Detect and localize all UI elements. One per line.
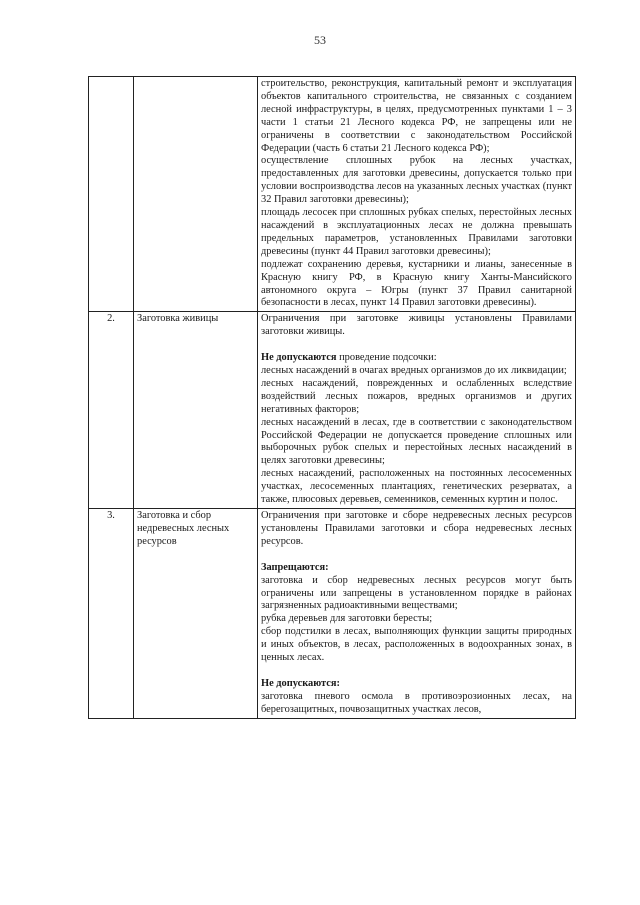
paragraph: Ограничения при заготовке и сборе недревесных лесных ресурсов установлены Правилами заготовки и сбора недревесных лесных ресурсов. — [261, 510, 572, 547]
activity-name-cell — [134, 77, 258, 312]
paragraph: осуществление сплошных рубок на лесных участках, предоставленных для заготовки древесины, допускается только при условии воспроизводства лесов на указанных лесных участках (пункт 32 Правил заготовки древесины); — [261, 155, 572, 206]
row-number-cell — [89, 77, 134, 312]
row-number-cell: 3. — [89, 509, 134, 719]
paragraph: лесных насаждений в очагах вредных организмов до их ликвидации; — [261, 365, 567, 377]
page-number: 53 — [314, 33, 326, 47]
section-heading: Не допускаются: — [261, 677, 340, 689]
paragraph: заготовка пневого осмола в противоэрозионных лесах, на берегозащитных, почвозащитных участках лесов, — [261, 690, 572, 715]
paragraph: площадь лесосек при сплошных рубках спелых, перестойных лесных насаждений в эксплуатационных лесах не должна превышать предельных параметров, установленных Правилами заготовки древесины (пункт 44 Правил заготовки древесины); — [261, 207, 572, 257]
paragraph: лесных насаждений в лесах, где в соответствии с законодательством Российской Федерации не допускается проведение сплошных или выборочных рубок спелых и перестойных лесных насаждений в целях заготовки древесины; — [261, 416, 572, 467]
paragraph-spacer — [261, 549, 572, 562]
table-row — [89, 77, 576, 312]
paragraph: лесных насаждений, расположенных на постоянных лесосеменных участках, лесосеменных плантациях, генетических резерватах, а также, плюсовых деревьев, семенников, семенных куртин и полос. — [261, 468, 572, 506]
paragraph: заготовка и сбор недревесных лесных ресурсов могут быть ограничены или запрещены в установленном порядке в районах загрязненных радиоактивными веществами; — [261, 574, 572, 612]
paragraph-spacer — [261, 665, 572, 678]
paragraph: строительство, реконструкция, капитальный ремонт и эксплуатация объектов капитального строительства, не связанных с созданием лесной инфраструктуры, в целях, предусмотренных пунктами 1 – 3 части 1 статьи 21 Лесного кодекса РФ, не запрещены или не ограничены в соответствии с законодательством Российской Федерации (часть 6 статьи 21 Лесного кодекса РФ); — [261, 78, 572, 154]
restrictions-cell — [258, 509, 576, 719]
lead-bold-text: Не допускаются — [261, 352, 337, 364]
restrictions-cell — [258, 77, 576, 312]
lead-rest-text: проведение подсочки: — [336, 352, 437, 364]
activity-name-cell: Заготовка и сбор недревесных лесных ресурсов — [134, 509, 258, 719]
paragraph: Ограничения при заготовке живицы установлены Правилами заготовки живицы. — [261, 313, 572, 338]
table-row — [89, 509, 576, 719]
paragraph: рубка деревьев для заготовки бересты; — [261, 613, 433, 625]
regulation-table — [88, 76, 576, 719]
restrictions-cell — [258, 312, 576, 509]
table-row — [89, 312, 576, 509]
activity-name-cell: Заготовка живицы — [134, 312, 258, 509]
row-number-cell: 2. — [89, 312, 134, 509]
section-heading: Запрещаются: — [261, 561, 329, 573]
paragraph: сбор подстилки в лесах, выполняющих функции защиты природных и иных объектов, в лесах, расположенных в водоохранных зонах, в ценных лесах. — [261, 626, 572, 664]
paragraph: подлежат сохранению деревья, кустарники и лианы, занесенные в Красную книгу РФ, в Красную книгу Ханты-Мансийского автономного округа – Югры (пункт 37 Правил санитарной безопасности в лесах, пункт 14 Правил заготовки древесины). — [261, 258, 572, 309]
paragraph: лесных насаждений, поврежденных и ослабленных вследствие воздействий лесных пожаров, вредных организмов и других негативных факторов; — [261, 377, 572, 415]
lead-paragraph — [261, 352, 572, 365]
paragraph-spacer — [261, 339, 572, 352]
